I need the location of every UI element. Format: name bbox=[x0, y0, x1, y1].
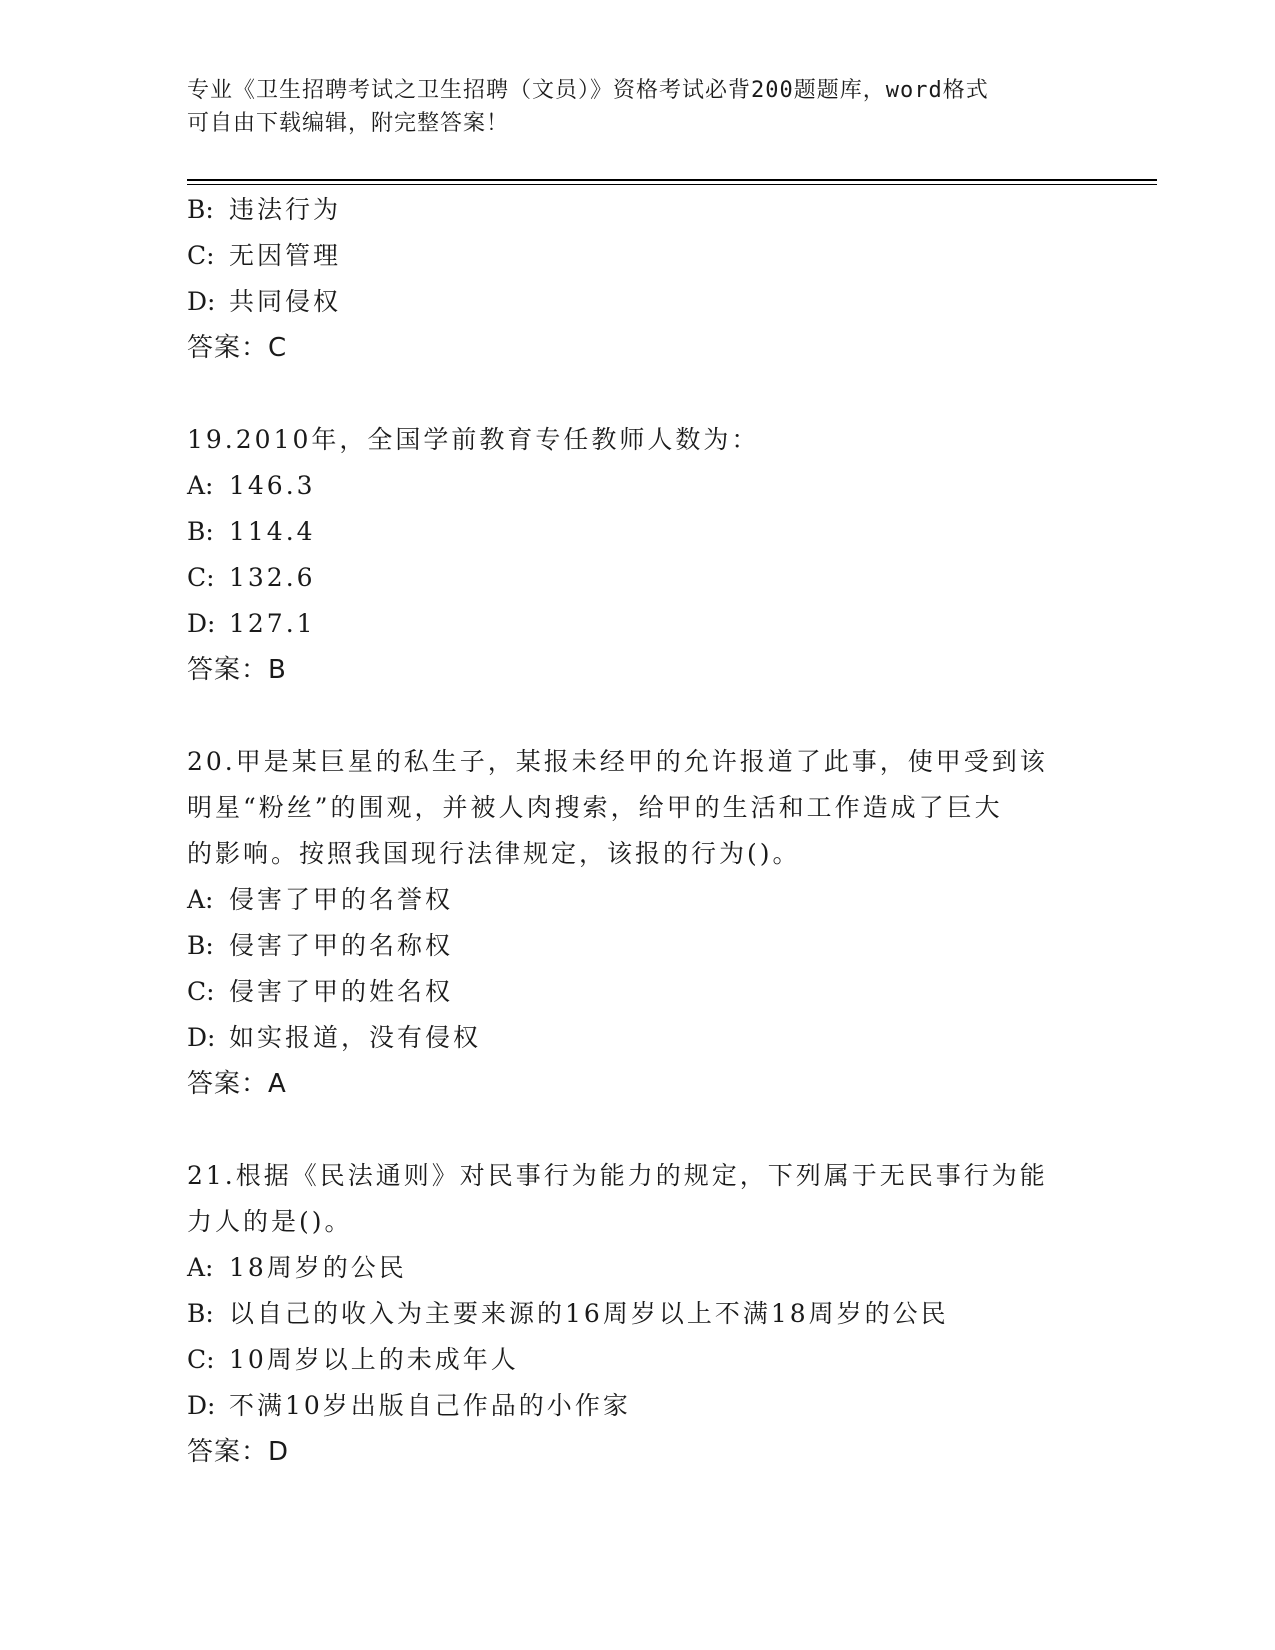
option-key: B: bbox=[187, 195, 214, 224]
option-text: 侵害了甲的姓名权 bbox=[229, 977, 454, 1006]
question-stem-line-1: 20.甲是某巨星的私生子，某报未经甲的允许报道了此事，使甲受到该 bbox=[187, 747, 1048, 776]
option-a bbox=[187, 463, 1087, 509]
option-key: C: bbox=[187, 563, 215, 592]
option-key: B: bbox=[187, 931, 214, 960]
option-text: 114.4 bbox=[229, 517, 316, 546]
option-key: D: bbox=[187, 609, 216, 638]
option-key: C: bbox=[187, 977, 215, 1006]
option-b bbox=[187, 509, 1087, 555]
option-d bbox=[187, 1015, 1087, 1061]
question-stem-line-1: 21.根据《民法通则》对民事行为能力的规定，下列属于无民事行为能 bbox=[187, 1161, 1048, 1190]
option-b bbox=[187, 1291, 1087, 1337]
option-d bbox=[187, 279, 1087, 325]
question-stem-line-2: 力人的是()。 bbox=[187, 1207, 353, 1236]
option-key: D: bbox=[187, 1023, 216, 1052]
option-key: D: bbox=[187, 287, 216, 316]
option-d bbox=[187, 601, 1087, 647]
question-20 bbox=[187, 739, 1087, 1107]
option-text: 无因管理 bbox=[229, 241, 342, 270]
option-b bbox=[187, 923, 1087, 969]
option-key: A: bbox=[187, 471, 214, 500]
option-key: A: bbox=[187, 885, 214, 914]
answer-line: 答案：B bbox=[187, 655, 287, 685]
option-text: 146.3 bbox=[229, 471, 316, 500]
option-text: 共同侵权 bbox=[229, 287, 342, 316]
option-d bbox=[187, 1383, 1087, 1429]
option-text: 127.1 bbox=[229, 609, 316, 638]
option-key: B: bbox=[187, 517, 214, 546]
option-text: 10周岁以上的未成年人 bbox=[229, 1345, 519, 1374]
option-text: 侵害了甲的名誉权 bbox=[229, 885, 454, 914]
question-21 bbox=[187, 1153, 1087, 1475]
option-a bbox=[187, 1245, 1087, 1291]
option-key: C: bbox=[187, 241, 215, 270]
answer-line: 答案：C bbox=[187, 333, 288, 363]
answer-line: 答案：A bbox=[187, 1069, 287, 1099]
header-title-line-2: 可自由下载编辑，附完整答案！ bbox=[187, 111, 510, 136]
question-19 bbox=[187, 417, 1087, 693]
option-text: 不满10岁出版自己作品的小作家 bbox=[229, 1391, 631, 1420]
option-key: A: bbox=[187, 1253, 214, 1282]
option-c bbox=[187, 969, 1087, 1015]
header-divider-thick bbox=[187, 179, 1157, 181]
question-list bbox=[187, 187, 1087, 1475]
option-c bbox=[187, 555, 1087, 601]
question-stem-line-3: 的影响。按照我国现行法律规定，该报的行为()。 bbox=[187, 839, 801, 868]
option-a bbox=[187, 877, 1087, 923]
header-title-line-1: 专业《卫生招聘考试之卫生招聘（文员）》资格考试必背200题题库，word格式 bbox=[187, 78, 989, 103]
option-key: B: bbox=[187, 1299, 214, 1328]
document-header bbox=[187, 74, 1087, 140]
option-key: D: bbox=[187, 1391, 216, 1420]
answer-line: 答案：D bbox=[187, 1437, 290, 1467]
option-b bbox=[187, 187, 1087, 233]
option-text: 违法行为 bbox=[229, 195, 342, 224]
option-text: 以自己的收入为主要来源的16周岁以上不满18周岁的公民 bbox=[229, 1299, 949, 1328]
option-key: C: bbox=[187, 1345, 215, 1374]
option-text: 132.6 bbox=[229, 563, 316, 592]
option-text: 18周岁的公民 bbox=[229, 1253, 407, 1282]
question-continued bbox=[187, 187, 1087, 371]
header-divider-thin bbox=[187, 184, 1157, 185]
option-text: 侵害了甲的名称权 bbox=[229, 931, 454, 960]
question-stem-line-2: 明星“粉丝”的围观，并被人肉搜索，给甲的生活和工作造成了巨大 bbox=[187, 793, 1003, 822]
option-text: 如实报道，没有侵权 bbox=[229, 1023, 482, 1052]
option-c bbox=[187, 1337, 1087, 1383]
option-c bbox=[187, 233, 1087, 279]
question-stem: 19.2010年，全国学前教育专任教师人数为： bbox=[187, 425, 760, 454]
